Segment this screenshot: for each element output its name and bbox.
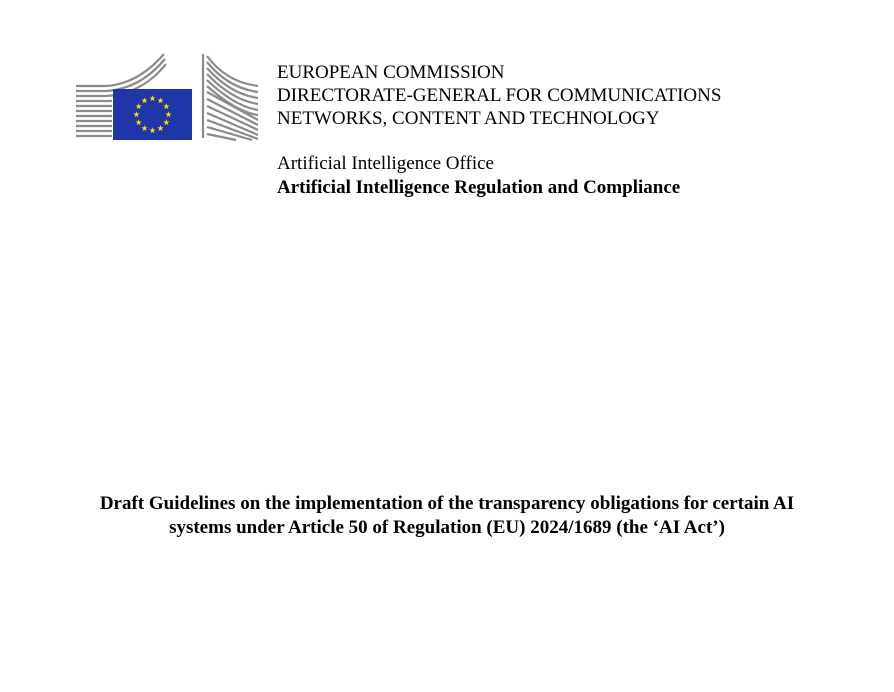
document-title	[40, 492, 854, 540]
unit-name: Artificial Intelligence Regulation and Compliance	[277, 177, 681, 198]
logo-graphic	[76, 52, 258, 142]
issuing-organization-header	[277, 61, 721, 130]
office-name: Artificial Intelligence Office	[277, 153, 494, 174]
european-commission-logo	[76, 52, 258, 142]
organization-name: EUROPEAN COMMISSION	[277, 62, 505, 83]
directorate-line-2: NETWORKS, CONTENT AND TECHNOLOGY	[277, 108, 660, 129]
document-title-line-1: Draft Guidelines on the implementation of the transparency obligations for certain AI	[99, 493, 795, 514]
document-title-line-2: systems under Article 50 of Regulation (EU) 2024/1689 (the ‘AI Act’)	[169, 517, 725, 538]
office-block	[277, 152, 680, 200]
building-right-wing-icon	[203, 54, 258, 140]
directorate-line-1: DIRECTORATE-GENERAL FOR COMMUNICATIONS	[277, 85, 722, 106]
